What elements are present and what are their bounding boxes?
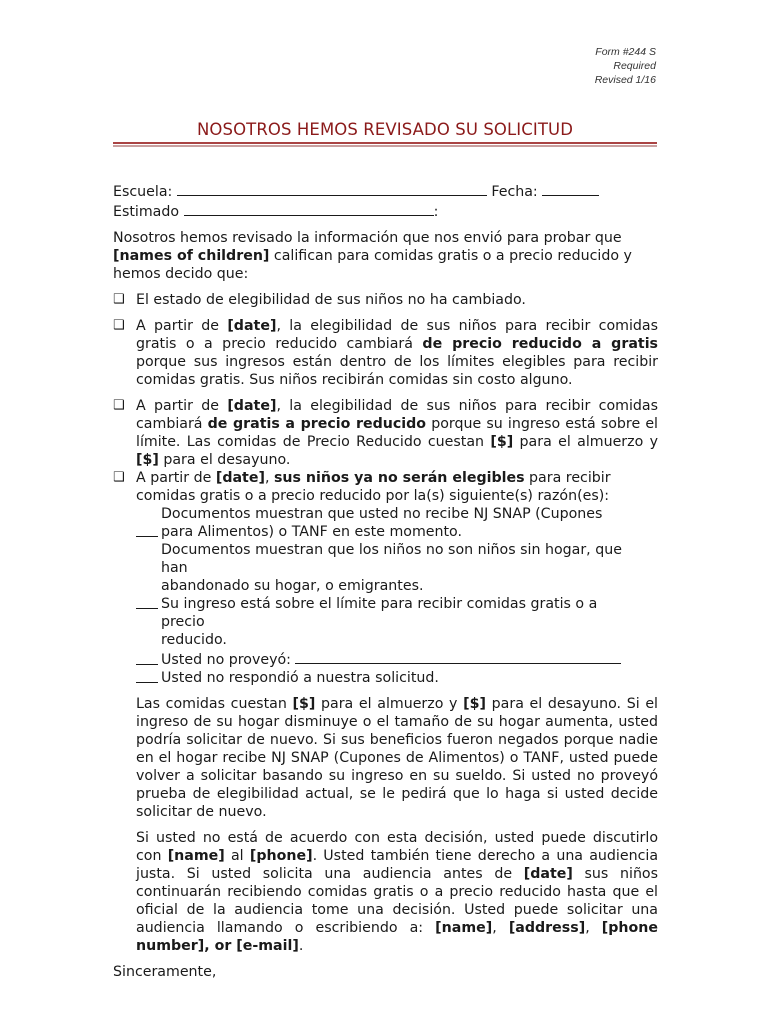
checkbox-icon[interactable]: ❑ [113,292,125,307]
reason-text: precio [161,614,205,630]
date-placeholder: [date] [523,866,573,882]
option-2-bold: de precio reducido a gratis [422,336,658,352]
option-2-text: porque sus ingresos están dentro de los límites elegibles para recibir comidas gratis. Sus niños recibirán comidas sin costo alguno. [136,354,658,388]
option-3-text: para el almuerzo y [513,434,658,450]
reason-text: reducido. [161,632,227,648]
option-4-text: A partir de [136,470,216,486]
not-provided-blank[interactable] [295,649,621,664]
appeal-text: . Usted también tiene derecho a una audiencia justa. Si usted solicita una audiencia antes de [136,848,659,882]
reason-text: Su ingreso está sobre el límite para recibir comidas gratis o a [161,596,598,612]
dear-colon: : [433,204,439,220]
date-placeholder: [date] [215,470,265,486]
reason-item-over-limit [136,595,658,649]
reason-text: Usted no proveyó: [161,652,291,668]
phone-placeholder: [phone] [249,848,313,864]
price-placeholder: [$] [463,696,486,712]
reason-blank[interactable] [136,664,158,665]
option-4-text: para recibir comidas gratis o a precio reducido por la(s) siguiente(s) razón(es): [136,470,611,504]
price-placeholder: [$] [490,434,514,450]
checkbox-icon[interactable]: ❑ [113,398,125,413]
option-3-text: porque su ingreso está sobre el límite. Las comidas de Precio Reducido cuestan [136,416,658,450]
option-4-text: , [264,470,274,486]
cost-text: para el almuerzo y [315,696,464,712]
option-2-text: , la elegibilidad de sus niños para recibir comidas gratis o a precio reducido cambiará [136,318,658,352]
appeal-text: al [224,848,250,864]
name-placeholder: [name] [167,848,225,864]
form-number: Form #244 S [595,46,656,58]
reason-text: Documentos muestran que los niños no son niños sin hogar, que [161,542,622,558]
dear-blank [184,201,434,216]
children-placeholder: [names of children] [113,248,270,264]
option-3-bold: de gratis a precio reducido [207,416,427,432]
dear-label: Estimado [113,204,180,220]
reason-text: Documentos muestran que usted no recibe NJ SNAP (Cupones [161,506,603,522]
reason-item-not-provided [136,649,658,669]
reason-text: Usted no respondió a nuestra solicitud. [161,670,439,686]
price-placeholder: [$] [136,452,159,468]
closing: Sinceramente, [113,964,217,980]
appeal-text: , [585,920,602,936]
contacts-placeholder: [phone number], or [e-mail] [136,920,658,954]
reason-text: abandonado su hogar, o emigrantes. [161,578,424,594]
reason-blank[interactable] [136,682,158,683]
reason-item-not-homeless [136,541,658,595]
letter-body [113,181,658,981]
intro-paragraph [113,229,658,283]
date-label: Fecha: [491,184,538,200]
appeal-text: Si usted no está de acuerdo con esta decisión, usted puede discutirlo con [136,830,658,864]
option-4-bold: sus niños ya no serán elegibles [273,470,525,486]
option-free-to-reduced [113,397,658,469]
reason-blank[interactable] [136,608,158,609]
option-3-text: para el desayuno. [158,452,291,468]
date-placeholder: [date] [227,398,277,414]
address-placeholder: [address] [508,920,586,936]
school-date-line [113,181,658,201]
reason-blank[interactable] [136,536,158,537]
intro-text-2: califican para comidas gratis o a precio reducido y hemos decido que: [113,248,632,282]
form-revised: Revised 1/16 [594,74,656,86]
reasons-list [113,505,658,687]
option-3-text: , la elegibilidad de sus niños para recibir comidas cambiará [136,398,658,432]
dear-line [113,201,658,221]
cost-text: Las comidas cuestan [136,696,293,712]
reason-item-no-snap [136,505,658,541]
reason-item-no-response [136,669,658,687]
cost-text: para el desayuno. Si el ingreso de su hogar disminuye o el tamaño de su hogar aumenta, usted podría solicitar de nuevo. Si sus beneficios fueron negados porque nadie en el hogar recibe NJ SNAP (Cupones de Alimentos) o TANF, usted puede volver a solicitar basando su ingreso en su sueldo. Si usted no proveyó prueba de elegibilidad actual, se le pedirá que lo haga si usted decide solicitar de nuevo. [136,696,658,820]
title-divider [113,142,657,147]
reason-text: han [161,560,188,576]
checkbox-icon[interactable]: ❑ [113,470,125,485]
name-placeholder: [name] [435,920,493,936]
header-fields [113,181,658,221]
checkbox-icon[interactable]: ❑ [113,318,125,333]
school-blank [177,181,487,196]
appeal-text: . [298,938,304,954]
price-placeholder: [$] [292,696,316,712]
appeal-text: , [492,920,509,936]
option-3-text: A partir de [136,398,228,414]
option-reduced-to-free [113,317,658,389]
page-title: NOSOTROS HEMOS REVISADO SU SOLICITUD [196,120,574,139]
form-required: Required [613,60,656,72]
option-no-change [113,291,658,309]
appeal-text: sus niños continuarán recibiendo comidas gratis o a precio reducido hasta que el oficial de la audiencia tome una decisión. Usted puede solicitar una audiencia llamando o escribiendo a: [136,866,659,936]
date-placeholder: [date] [227,318,277,334]
form-meta [595,45,656,87]
appeal-paragraph [113,829,658,955]
option-1-text: El estado de elegibilidad de sus niños no ha cambiado. [136,292,526,308]
cost-paragraph [113,695,658,821]
option-not-eligible [113,469,658,505]
intro-text-1: Nosotros hemos revisado la información que nos envió para probar que [113,230,622,246]
date-blank [542,181,599,196]
school-label: Escuela: [113,184,173,200]
reason-text: para Alimentos) o TANF en este momento. [161,524,462,540]
option-2-text: A partir de [136,318,228,334]
